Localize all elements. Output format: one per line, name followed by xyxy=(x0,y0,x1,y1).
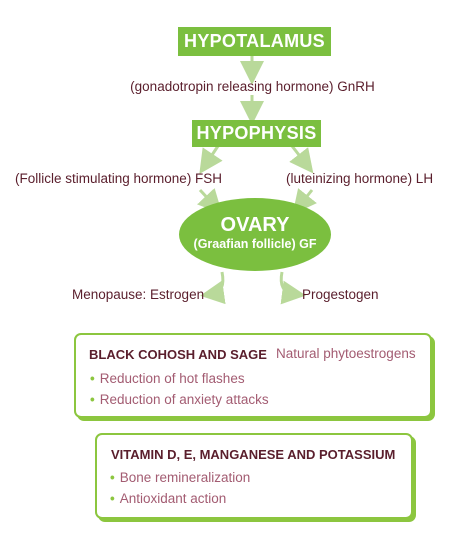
hypothalamus-box: HYPOTALAMUS xyxy=(178,27,331,56)
estrogen-label: Menopause: Estrogen xyxy=(72,287,205,302)
arrow-fsh-ovary xyxy=(200,190,214,205)
ovary-ellipse xyxy=(179,198,331,271)
lh-label: (luteinizing hormone) LH xyxy=(286,171,434,186)
box2-title: VITAMIN D, E, MANGANESE AND POTASSIUM xyxy=(111,447,396,462)
box2-bullet-2: • Antioxidant action xyxy=(110,491,227,506)
box1-bullet-1: • Reduction of hot flashes xyxy=(90,371,245,386)
ovary-subtitle: (Graafian follicle) GF xyxy=(193,237,317,251)
box2-bullet-1: • Bone remineralization xyxy=(110,470,251,485)
arrow-ovary-estrogen xyxy=(212,272,223,294)
hypophysis-box: HYPOPHYSIS xyxy=(192,120,321,147)
box1-bullet-2: • Reduction of anxiety attacks xyxy=(90,392,269,407)
fsh-label: (Follicle stimulating hormone) FSH xyxy=(15,171,223,186)
arrow-hypophysis-fsh xyxy=(206,146,218,164)
ovary-title: OVARY xyxy=(220,214,290,236)
gnrh-label: (gonadotropin releasing hormone) GnRH xyxy=(130,79,375,94)
progestogen-label: Progestogen xyxy=(302,287,379,302)
box1-result: Natural phytoestrogens xyxy=(276,346,416,361)
arrow-lh-ovary xyxy=(300,190,312,205)
box1-title: BLACK COHOSH AND SAGE xyxy=(89,347,267,362)
arrow-hypophysis-lh xyxy=(292,146,306,164)
arrow-ovary-progestogen xyxy=(281,272,294,294)
